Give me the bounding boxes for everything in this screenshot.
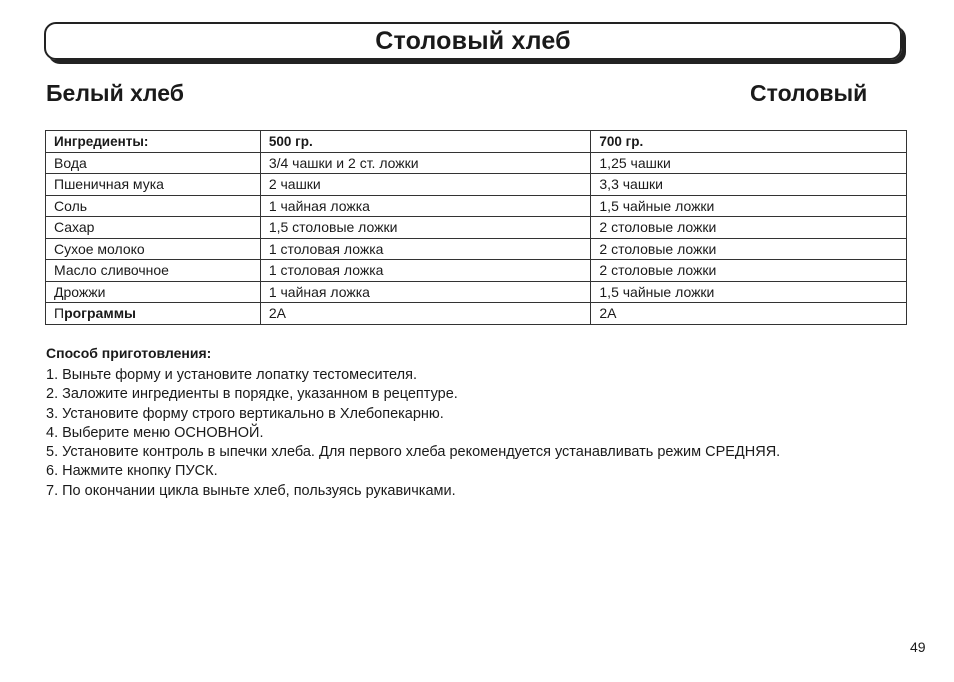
amount-500g: 1 чайная ложка [260, 195, 591, 217]
page-number: 49 [910, 639, 926, 655]
method-step: 6. Нажмите кнопку ПУСК. [46, 463, 218, 480]
amount-700g: 1,25 чашки [591, 152, 907, 174]
page-title: Столовый хлеб [375, 26, 571, 55]
program-label [46, 303, 261, 325]
table-row [46, 281, 907, 303]
program-row [46, 303, 907, 325]
program-700g: 2А [591, 303, 907, 325]
program-label-rest: рограммы [64, 305, 137, 322]
header-ingredients: Ингредиенты: [46, 131, 261, 153]
amount-500g: 1 столовая ложка [260, 238, 591, 260]
ingredient-name: Сухое молоко [46, 238, 261, 260]
table-row [46, 217, 907, 239]
method-step: 4. Выберите меню ОСНОВНОЙ. [46, 424, 264, 441]
table-row [46, 195, 907, 217]
ingredient-name: Пшеничная мука [46, 174, 261, 196]
table-row [46, 238, 907, 260]
amount-700g: 2 столовые ложки [591, 260, 907, 282]
method-step: 5. Установите контроль в ыпечки хлеба. Для первого хлеба рекомендуется устанавливать режим СРЕДНЯЯ. [46, 444, 781, 461]
subtitle-white-bread: Белый хлеб [46, 80, 184, 106]
ingredient-name: Дрожжи [46, 281, 261, 303]
amount-500g: 2 чашки [260, 174, 591, 196]
table-row [46, 174, 907, 196]
method-title: Способ приготовления: [46, 345, 212, 361]
ingredient-name: Вода [46, 152, 261, 174]
program-label-prefix: П [54, 305, 65, 322]
header-700g: 700 гр. [591, 131, 907, 153]
ingredient-name: Масло сливочное [46, 260, 261, 282]
method-step: 3. Установите форму строго вертикально в Хлебопекарню. [46, 405, 444, 422]
title-box [44, 22, 902, 60]
amount-700g: 1,5 чайные ложки [591, 281, 907, 303]
amount-500g: 1 чайная ложка [260, 281, 591, 303]
amount-700g: 3,3 чашки [591, 174, 907, 196]
ingredients-table [45, 130, 907, 325]
program-500g: 2А [260, 303, 591, 325]
ingredient-name: Соль [46, 195, 261, 217]
amount-700g: 2 столовые ложки [591, 217, 907, 239]
header-500g: 500 гр. [260, 131, 591, 153]
table-row [46, 260, 907, 282]
table-row [46, 152, 907, 174]
subtitle-table-bread: Столовый [750, 80, 868, 106]
amount-700g: 2 столовые ложки [591, 238, 907, 260]
amount-500g: 1,5 столовые ложки [260, 217, 591, 239]
table-header-row [46, 131, 907, 153]
ingredient-name: Сахар [46, 217, 261, 239]
method-steps [46, 366, 780, 501]
method-step: 2. Заложите ингредиенты в порядке, указанном в рецептуре. [46, 386, 458, 403]
method-step: 1. Выньте форму и установите лопатку тестомесителя. [46, 367, 417, 383]
amount-700g: 1,5 чайные ложки [591, 195, 907, 217]
amount-500g: 3/4 чашки и 2 ст. ложки [260, 152, 591, 174]
amount-500g: 1 столовая ложка [260, 260, 591, 282]
method-step: 7. По окончании цикла выньте хлеб, пользуясь рукавичками. [46, 482, 456, 499]
